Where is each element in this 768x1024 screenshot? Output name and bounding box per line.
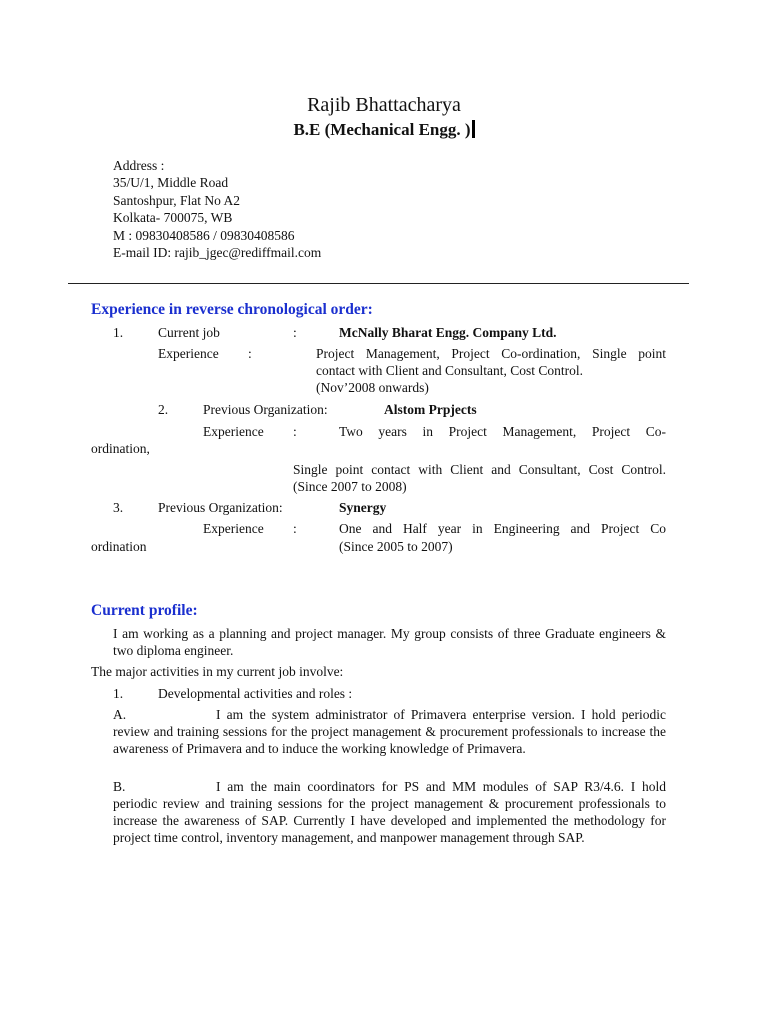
- entry1-experience-colon: :: [248, 346, 252, 361]
- entry3-experience-colon: :: [293, 521, 297, 536]
- entry1-description-block: [316, 345, 666, 396]
- entry2-description-line1: Two years in Project Management, Project Co-: [339, 424, 666, 439]
- entry2-description-line2: Single point contact with Client and Consultant, Cost Control. (Since 2007 to 2008): [293, 462, 666, 494]
- email-line: E-mail ID: rajib_jgec@rediffmail.com: [113, 244, 322, 260]
- entry1-organization: McNally Bharat Engg. Company Ltd.: [339, 325, 557, 340]
- entry1-number: 1.: [113, 325, 124, 340]
- entry2-description-wrap: ordination,: [91, 441, 150, 456]
- degree-line: [0, 119, 768, 141]
- entry1-colon: :: [293, 325, 297, 340]
- candidate-name: Rajib Bhattacharya: [307, 94, 461, 116]
- profile-heading: Current profile:: [91, 602, 198, 619]
- profile-intro-block: [113, 625, 666, 659]
- address-line: 35/U/1, Middle Road: [113, 175, 229, 191]
- divider: [68, 283, 689, 284]
- entry3-description-line1: One and Half year in Engineering and Project Co: [339, 521, 666, 536]
- address-line: Santoshpur, Flat No A2: [113, 192, 240, 208]
- entry2-label: Previous Organization:: [203, 402, 328, 417]
- entry3-description-line1-wrap: [339, 520, 666, 537]
- item-a-block: [113, 706, 666, 757]
- entry3-experience-label: Experience: [203, 521, 264, 536]
- address-line: Kolkata- 700075, WB: [113, 210, 233, 226]
- entry2-description-line2-wrap: [293, 461, 666, 495]
- item-b-text: I am the main coordinators for PS and MM modules of SAP R3/4.6. I hold periodic review and training sessions for the project management & procurement professionals to increase the awareness of SAP. Currently I have developed and implemented the methodology for project time control, inventory management, and manpower management through SAP.: [113, 779, 666, 845]
- entry2-experience-colon: :: [293, 424, 297, 439]
- entry3-label: Previous Organization:: [158, 500, 283, 515]
- entry3-number: 3.: [113, 500, 124, 515]
- text-cursor: [472, 120, 475, 138]
- entry1-description: Project Management, Project Co-ordination, Single point contact with Client and Consultant, Cost Control.: [316, 346, 666, 378]
- entry3-description-wrap: ordination: [91, 539, 147, 554]
- item-a-text: I am the system administrator of Primavera enterprise version. I hold periodic review and training sessions for the project management & procurement professionals to increase the awareness of Primavera and to induce the working knowledge of Primavera.: [113, 707, 666, 756]
- entry2-organization: Alstom Prpjects: [384, 402, 477, 417]
- entry1-experience-label: Experience: [158, 346, 219, 361]
- degree-text: B.E (Mechanical Engg. ): [293, 120, 471, 139]
- entry2-experience-label: Experience: [203, 424, 264, 439]
- activity1-number: 1.: [113, 686, 124, 701]
- address-block: [113, 157, 321, 261]
- entry1-period: (Nov’2008 onwards): [316, 380, 429, 395]
- activities-intro: The major activities in my current job involve:: [91, 664, 344, 679]
- item-b-block: [113, 778, 666, 846]
- item-a-label: A.: [113, 707, 127, 722]
- experience-heading: Experience in reverse chronological order:: [91, 301, 373, 318]
- activity1-label: Developmental activities and roles :: [158, 686, 353, 701]
- phone-line: M : 09830408586 / 09830408586: [113, 227, 295, 243]
- item-b-label: B.: [113, 779, 126, 794]
- entry3-organization: Synergy: [339, 500, 387, 515]
- entry1-label: Current job: [158, 325, 220, 340]
- entry3-period: (Since 2005 to 2007): [339, 539, 453, 554]
- entry2-number: 2.: [158, 402, 169, 417]
- address-label: Address :: [113, 158, 165, 173]
- entry2-description-line1-wrap: [339, 423, 666, 440]
- profile-intro: I am working as a planning and project manager. My group consists of three Graduate engineers & two diploma engineer.: [113, 626, 666, 658]
